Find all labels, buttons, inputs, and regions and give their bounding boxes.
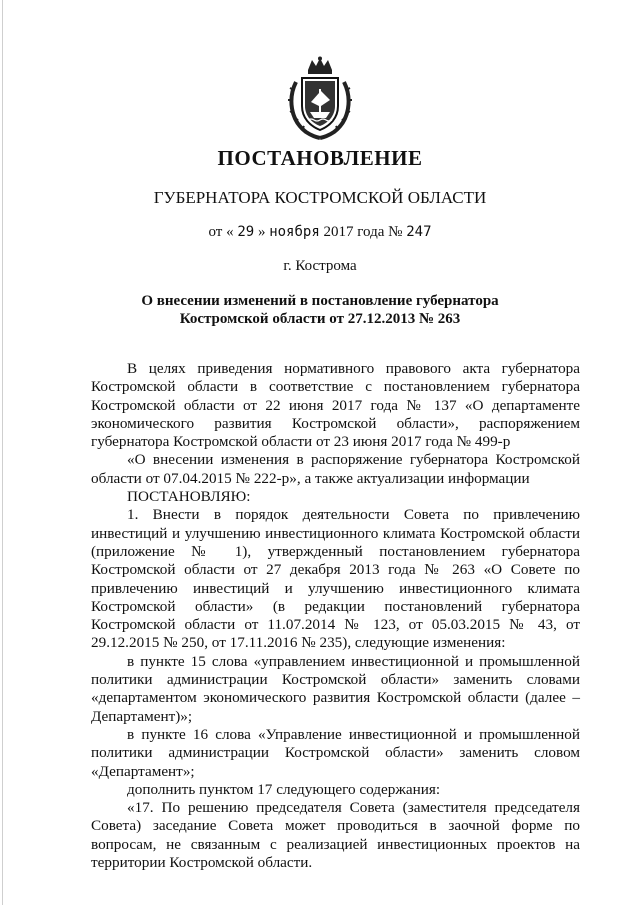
paragraph-decree: ПОСТАНОВЛЯЮ: <box>127 488 251 506</box>
date-year: 2017 года № <box>323 224 403 240</box>
subject-line-2: Костромской области от 27.12.2013 № 263 <box>179 311 461 327</box>
document-title: ПОСТАНОВЛЕНИЕ <box>217 146 423 170</box>
paragraph-preamble: В целях приведения нормативного правового акта губернатора Костромской области в соответствие с постановлением губернатора Костромской области от 22 июня 2017 года № 137 «О департаменте экономического развития Костромской области», распоряжением губернатора Костромской области от 23 июня 2017 года № 499-р <box>91 360 580 451</box>
paragraph-item-1: 1. Внести в порядок деятельности Совета по привлечению инвестиций и улучшению инвестиционного климата Костромской области (приложение № 1), утвержденный постановлением губернатора Костромской области от 27 декабря 2013 года № 263 «О Совете по привлечению инвестиций и улучшению инвестиционного климата Костромской области» (в редакции постановлений губернатора Костромской области от 11.07.2014 № 123, от 05.03.2015 № 43, от 29.12.2015 № 250, от 17.11.2016 № 235), следующие изменения: <box>91 506 580 652</box>
paragraph-amendment-15: в пункте 15 слова «управлением инвестиционной и промышленной политики администрации Костромской области» заменить словами «департаментом экономического развития Костромской области (далее – Департамент)»; <box>91 652 580 725</box>
paragraph-amendment-16: в пункте 16 слова «Управление инвестиционной и промышленной политики администрации Костромской области» заменить словом «Департамент»; <box>91 725 580 780</box>
scan-edge <box>2 0 3 905</box>
date-prefix: от « <box>208 224 234 240</box>
subject-line-1: О внесении изменений в постановление губернатора <box>141 293 499 309</box>
paragraph-amendment-17-text: «17. По решению председателя Совета (заместителя председателя Совета) заседание Совета может проводиться в заочной форме по вопросам, не связанным с реализацией инвестиционных проектов на территории Костромской области. <box>91 799 580 872</box>
document-authority: ГУБЕРНАТОРА КОСТРОМСКОЙ ОБЛАСТИ <box>153 188 487 207</box>
date-day: 29 <box>237 224 255 240</box>
date-month: ноября <box>269 224 320 240</box>
paragraph-preamble-cont: «О внесении изменения в распоряжение губернатора Костромской области от 07.04.2015 № 222-р», а также актуализации информации <box>91 451 580 487</box>
paragraph-amendment-17-intro: дополнить пунктом 17 следующего содержания: <box>127 780 441 798</box>
document-city: г. Кострома <box>283 258 357 274</box>
document-number: 247 <box>406 224 432 240</box>
document-subject <box>60 292 580 328</box>
date-quote-close: » <box>257 224 266 240</box>
document-body <box>91 360 580 872</box>
document-dateline <box>60 224 580 241</box>
kostroma-coat-of-arms-icon <box>286 56 354 142</box>
